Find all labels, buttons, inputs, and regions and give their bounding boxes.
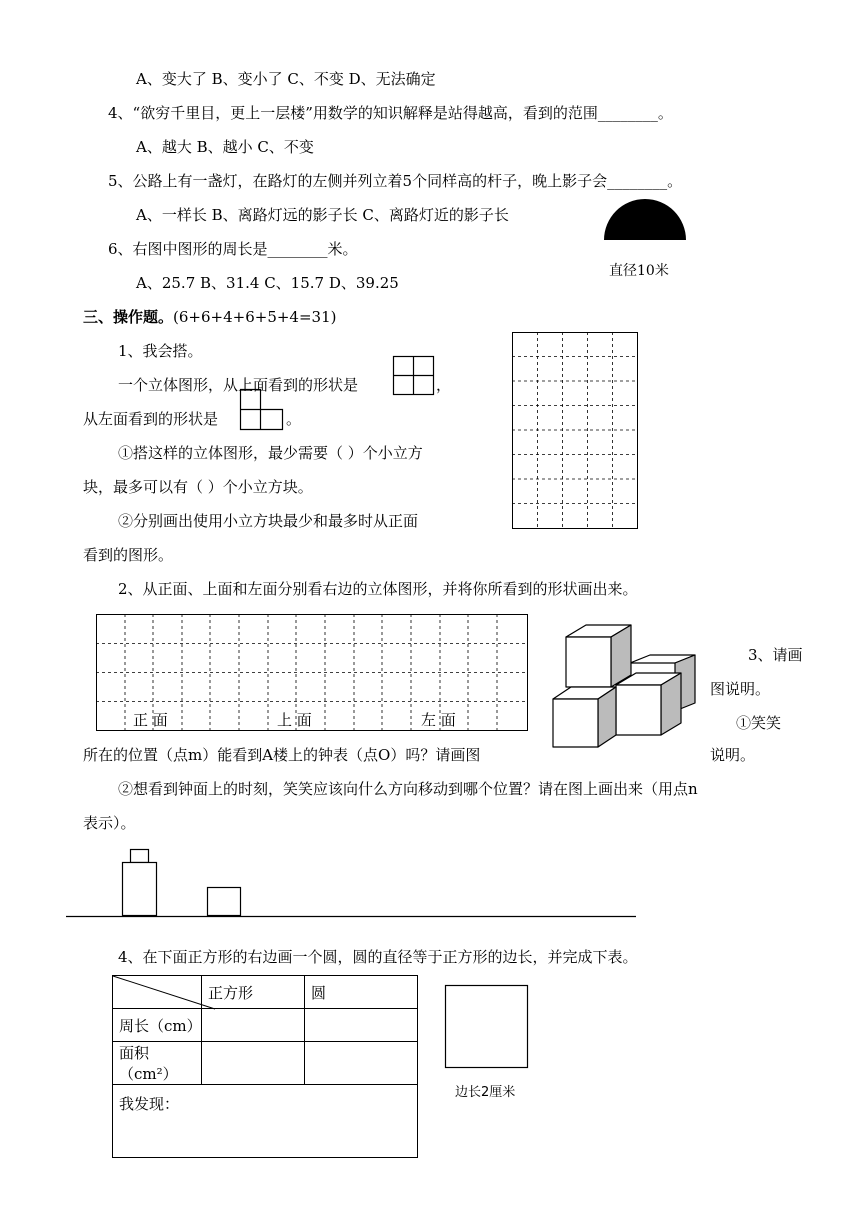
finding-label: 我发现： <box>119 1095 180 1113</box>
op-1-line-f: 看到的图形。 <box>83 546 174 564</box>
grid-label-top: 上 面 <box>277 711 312 729</box>
op-1-line-c: ①搭这样的立体图形，最少需要（ ）个小立方 <box>118 444 423 462</box>
section-3-title: 三、操作题。 <box>83 308 174 326</box>
options-line: A、变大了 B、变小了 C、不变 D、无法确定 <box>136 70 436 88</box>
cell-square-perimeter[interactable] <box>202 1009 305 1042</box>
diagonal-line <box>113 976 215 1009</box>
table-corner-cell <box>113 976 202 1009</box>
question-6-options: A、25.7 B、31.4 C、15.7 D、39.25 <box>136 274 399 292</box>
op-1-line-d: 块，最多可以有（ ）个小立方块。 <box>83 478 313 496</box>
op-1-line-b: 从左面看到的形状是 <box>83 410 219 428</box>
op-3-line-g: 表示）。 <box>83 814 136 832</box>
op-1-title: 1、我会搭。 <box>118 342 203 360</box>
building-a <box>123 863 157 916</box>
op-1-line-a-end: ， <box>436 376 452 394</box>
question-5-options: A、一样长 B、离路灯远的影子长 C、离路灯近的影子长 <box>136 206 509 224</box>
question-4: 4、“欲穷千里目，更上一层楼”用数学的知识解释是站得越高，看到的范围________。 <box>108 104 673 122</box>
question-6: 6、右图中图形的周长是________米。 <box>108 240 358 258</box>
op-2-title: 2、从正面、上面和左面分别看右边的立体图形，并将你所看到的形状画出来。 <box>118 580 638 598</box>
cell-square-area[interactable] <box>202 1042 305 1085</box>
clock-box <box>131 850 149 863</box>
semicircle-figure <box>600 196 690 244</box>
section-3-heading <box>83 307 336 327</box>
buildings-diagram[interactable] <box>66 846 638 920</box>
building-b <box>208 888 241 916</box>
drawing-grid-small[interactable] <box>512 332 638 530</box>
cube-stack-figure <box>550 620 700 750</box>
table-row <box>113 1042 418 1085</box>
question-5: 5、公路上有一盏灯，在路灯的左侧并列立着5个同样高的杆子，晚上影子会________。 <box>108 172 683 190</box>
row-label-area: 面积（cm²） <box>113 1042 202 1085</box>
op-3-line-e: 说明。 <box>710 746 756 764</box>
square-figure[interactable] <box>445 985 529 1069</box>
op-1-line-e: ②分别画出使用小立方块最少和最多时从正面 <box>118 512 419 530</box>
table-header-circle: 圆 <box>305 976 418 1009</box>
op-3-line-d: 所在的位置（点m）能看到A楼上的钟表（点O）吗？请画图 <box>83 746 481 764</box>
section-3-score: (6+6+4+6+5+4=31) <box>173 308 337 326</box>
grid-label-left: 左 面 <box>421 711 456 729</box>
table-header-square: 正方形 <box>202 976 305 1009</box>
op-3-line-b: 图说明。 <box>710 680 771 698</box>
top-view-shape <box>393 356 435 396</box>
square-caption: 边长2厘米 <box>455 1085 516 1100</box>
question-4-options: A、越大 B、越小 C、不变 <box>136 138 314 156</box>
cell-circle-perimeter[interactable] <box>305 1009 418 1042</box>
row-label-perimeter: 周长（cm） <box>113 1009 202 1042</box>
op-3-line-a: 3、请画 <box>748 646 803 664</box>
results-table <box>112 975 418 1158</box>
grid-label-front: 正 面 <box>133 711 168 729</box>
op-4-title: 4、在下面正方形的右边画一个圆，圆的直径等于正方形的边长，并完成下表。 <box>118 948 638 966</box>
table-row <box>113 1009 418 1042</box>
cell-circle-area[interactable] <box>305 1042 418 1085</box>
op-3-line-f: ②想看到钟面上的时刻，笑笑应该向什么方向移动到哪个位置？请在图上画出来（用点n <box>118 780 698 798</box>
semicircle-caption: 直径10米 <box>609 263 669 279</box>
op-1-line-b-end: 。 <box>286 410 302 428</box>
finding-cell[interactable] <box>113 1085 418 1158</box>
left-view-shape <box>240 389 286 431</box>
op-3-line-c: ①笑笑 <box>736 714 782 732</box>
op-1-line-a: 一个立体图形，从上面看到的形状是 <box>118 376 359 394</box>
